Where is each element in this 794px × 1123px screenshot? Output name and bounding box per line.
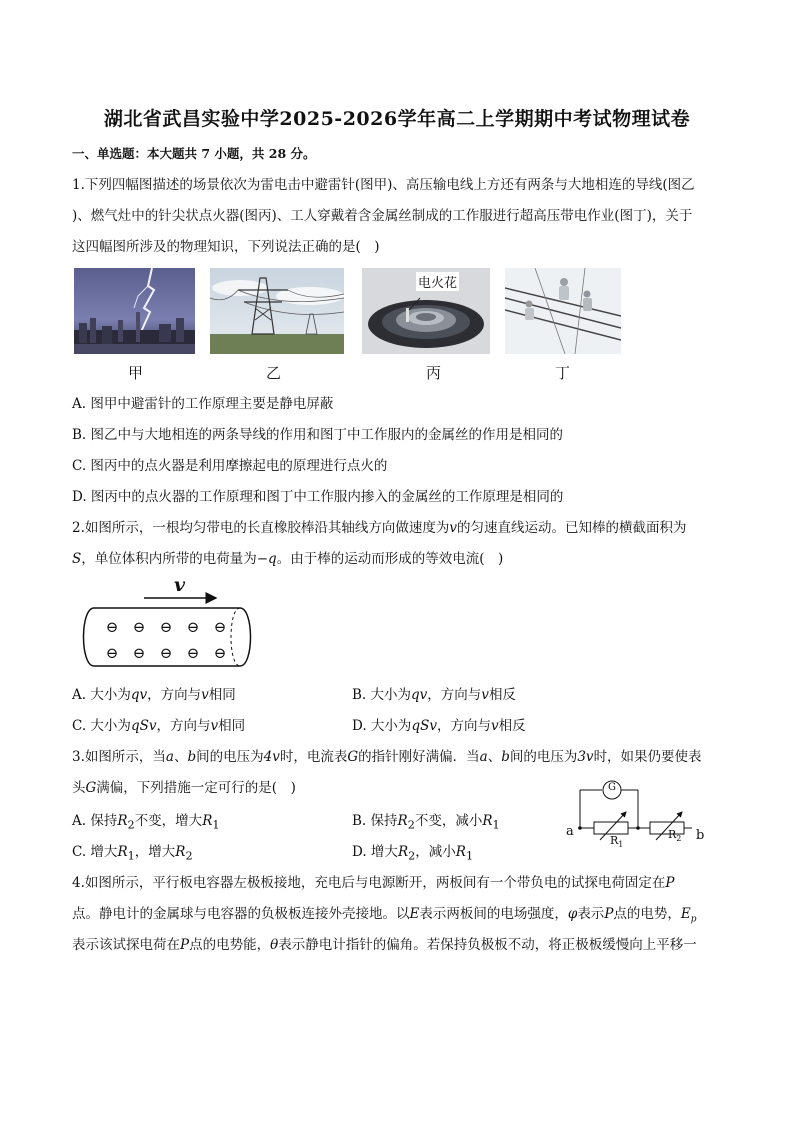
spark-label: 电火花 [416,272,459,291]
q1-option-b: B. 图乙中与大地相连的两条导线的作用和图丁中工作服内的金属丝的作用是相同的 [72,427,564,443]
igniter-photo [362,268,490,354]
svg-text:⊖: ⊖ [186,644,200,662]
caption-bing: 丙 [426,364,442,382]
q3-option-d: D. 增大$R_2$，减小$R_1$ [352,844,474,863]
svg-text:⊖: ⊖ [186,618,200,636]
q4-stem-line2: 点。静电计的金属球与电容器的负极板连接外壳接地。以E表示两板间的电场强度，φ表示P点的电势，$E_p$ [72,906,697,925]
lightning-photo [74,268,195,354]
q4-stem-line3: 表示该试探电荷在P点的电势能，θ表示静电计指针的偏角。若保持负极板不动，将正极板缓慢向上平移一 [72,937,697,953]
caption-yi: 乙 [266,364,282,382]
q1-stem-line3: 这四幅图所涉及的物理知识，下列说法正确的是( ) [72,239,380,255]
charged-rod-diagram [76,574,258,670]
q1-stem-line1: 1.下列四幅图描述的场景依次为雷电击中避雷针(图甲)、高压输电线上方还有两条与大地相连的导线(图乙 [72,177,695,193]
q1-option-d: D. 图丙中的点火器的工作原理和图丁中工作服内掺入的金属丝的工作原理是相同的 [72,489,564,505]
svg-text:⊖: ⊖ [213,618,227,636]
caption-ding: 丁 [555,364,571,382]
r2-label: $R_2$ [668,828,682,844]
q2-option-d: D. 大小为qSv，方向与v相反 [352,718,526,734]
q2-stem-line1: 2.如图所示，一根均匀带电的长直橡胶棒沿其轴线方向做速度为v的匀速直线运动。已知棒的横截面积为 [72,520,687,536]
exam-title: 湖北省武昌实验中学2025-2026学年高二上学期期中考试物理试卷 [103,108,691,130]
svg-text:⊖: ⊖ [132,644,146,662]
svg-text:⊖: ⊖ [105,644,119,662]
r1-label: $R_1$ [610,834,624,850]
q3-option-c: C. 增大$R_1$，增大$R_2$ [72,844,193,863]
svg-text:⊖: ⊖ [159,618,173,636]
q1-option-a: A. 图甲中避雷针的工作原理主要是静电屏蔽 [72,396,334,412]
q3-stem-line2: 头G满偏，下列措施一定可行的是( ) [72,780,296,796]
q2-option-c: C. 大小为qSv，方向与v相同 [72,718,246,734]
q4-stem-line1: 4.如图所示，平行板电容器左极板接地，充电后与电源断开，两板间有一个带负电的试探电荷固定在P [72,875,675,891]
section-heading: 一、单选题：本大题共 7 小题，共 28 分。 [72,146,316,161]
q1-option-c: C. 图丙中的点火器是利用摩擦起电的原理进行点火的 [72,458,388,474]
velocity-label: v [174,574,186,596]
circuit-diagram [560,770,710,850]
pylon-photo [210,268,344,354]
q2-stem-line2: S，单位体积内所带的电荷量为−q。由于棒的运动而形成的等效电流( ) [72,551,504,567]
q3-option-a: A. 保持$R_2$不变，增大$R_1$ [72,813,220,832]
q2-option-a: A. 大小为qv，方向与v相同 [72,687,236,703]
q3-option-b: B. 保持$R_2$不变，减小$R_1$ [352,813,500,832]
galvanometer-label: G [608,782,616,793]
caption-jia: 甲 [128,364,144,382]
terminal-a-label: a [566,824,574,839]
q3-stem-line1: 3.如图所示，当a、b间的电压为4v时，电流表G的指针刚好满偏．当a、b间的电压为3v时，如果仍要使表 [72,749,702,765]
q1-stem-line2: )、燃气灶中的针尖状点火器(图丙)、工人穿戴着含金属丝制成的工作服进行超高压带电作业(图丁)，关于 [72,208,693,224]
q2-option-b: B. 大小为qv，方向与v相反 [352,687,516,703]
svg-text:⊖: ⊖ [105,618,119,636]
svg-text:⊖: ⊖ [213,644,227,662]
svg-text:⊖: ⊖ [159,644,173,662]
svg-text:⊖: ⊖ [132,618,146,636]
terminal-b-label: b [696,828,705,843]
workers-photo [505,268,621,354]
